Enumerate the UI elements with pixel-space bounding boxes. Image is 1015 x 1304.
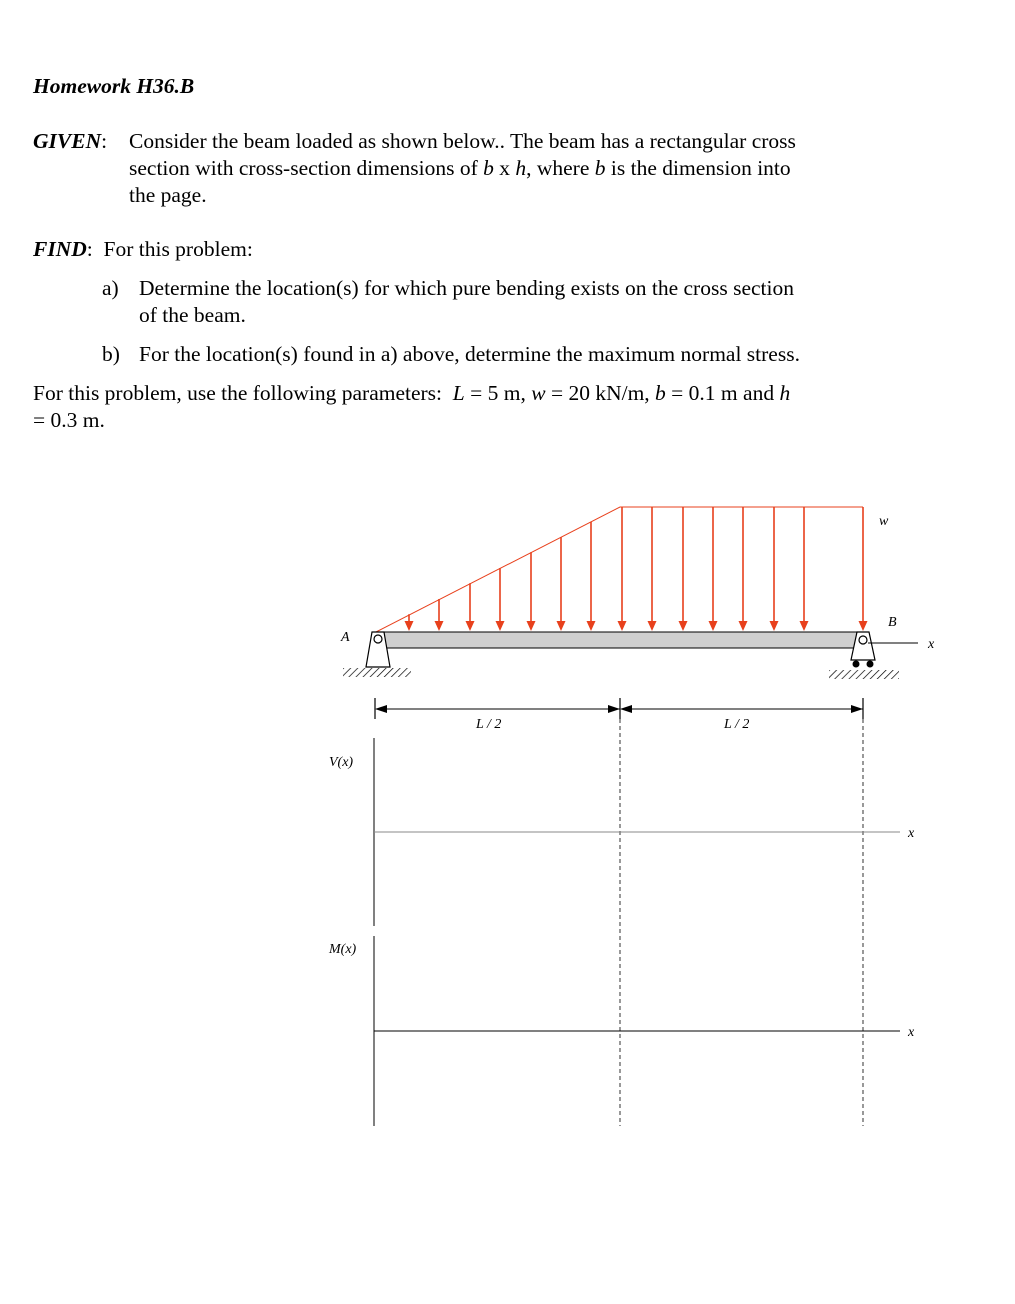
param-h: h	[779, 381, 791, 405]
find-intro: For this problem:	[103, 237, 253, 261]
given-x: x	[493, 156, 516, 180]
param-L: L	[452, 381, 465, 405]
load-arrow-head	[405, 621, 414, 631]
var-h: h	[515, 156, 527, 180]
dim-right-label: L / 2	[724, 717, 750, 732]
moment-diagram-axes	[374, 936, 900, 1126]
load-arrow-head	[739, 621, 748, 631]
param-b-val: = 0.1 m and	[665, 381, 780, 405]
shear-diagram-axes	[374, 738, 900, 926]
load-w-label: w	[879, 514, 889, 529]
param-w-val: = 20 kN/m,	[545, 381, 656, 405]
params-lead: For this problem, use the following parameters:	[33, 381, 453, 405]
shear-x-label: x	[908, 826, 915, 841]
given-text-2c: is the dimension into	[605, 156, 791, 180]
dimension-lines	[375, 698, 863, 719]
colon: :	[101, 129, 108, 153]
load-arrow-head	[618, 621, 627, 631]
find-b-line-1: For the location(s) found in a) above, determine the maximum normal stress.	[139, 342, 800, 366]
load-arrow-head	[648, 621, 657, 631]
beam	[378, 632, 862, 648]
shear-label: V(x)	[329, 755, 354, 770]
params-line-2: = 0.3 m.	[33, 408, 105, 432]
load-arrow-head	[859, 621, 868, 631]
load-outline	[376, 507, 863, 632]
find-a-line-1: Determine the location(s) for which pure bending exists on the cross section	[139, 276, 794, 300]
load-arrow-head	[679, 621, 688, 631]
load-arrow-head	[466, 621, 475, 631]
given-text-1: Consider the beam loaded as shown below.. The beam has a rectangular cross	[129, 129, 796, 153]
param-w: w	[531, 381, 546, 405]
find-label: FIND	[33, 237, 87, 261]
var-b-2: b	[594, 156, 606, 180]
load-arrow-head	[435, 621, 444, 631]
find-line: FIND: For this problem:	[33, 237, 253, 261]
load-arrow-head	[800, 621, 809, 631]
find-a-line-2: of the beam.	[139, 303, 246, 327]
load-arrows	[405, 507, 868, 631]
given-text-2a: section with cross-section dimensions of	[129, 156, 484, 180]
ground-hatch-a	[343, 668, 411, 677]
load-arrow-head	[587, 621, 596, 631]
param-b: b	[655, 381, 666, 405]
given-text-2b: , where	[526, 156, 595, 180]
load-arrow-head	[557, 621, 566, 631]
find-a-marker: a)	[102, 276, 119, 300]
load-arrow-head	[770, 621, 779, 631]
homework-title: Homework H36.B	[33, 74, 195, 98]
load-arrow-head	[527, 621, 536, 631]
given-label: GIVEN	[33, 129, 102, 153]
support-a-label: A	[341, 630, 350, 645]
given-line-3: the page.	[129, 183, 207, 207]
moment-x-label: x	[908, 1025, 915, 1040]
ground-hatch-b	[829, 670, 899, 679]
param-L-val: = 5 m,	[464, 381, 532, 405]
dim-left-label: L / 2	[476, 717, 502, 732]
load-arrow-head	[709, 621, 718, 631]
distributed-load	[376, 507, 868, 632]
load-arrow-head	[496, 621, 505, 631]
beam-x-label: x	[928, 637, 935, 652]
find-b-marker: b)	[102, 342, 120, 366]
var-b: b	[483, 156, 494, 180]
moment-label: M(x)	[329, 942, 357, 957]
support-b-label: B	[888, 615, 897, 630]
